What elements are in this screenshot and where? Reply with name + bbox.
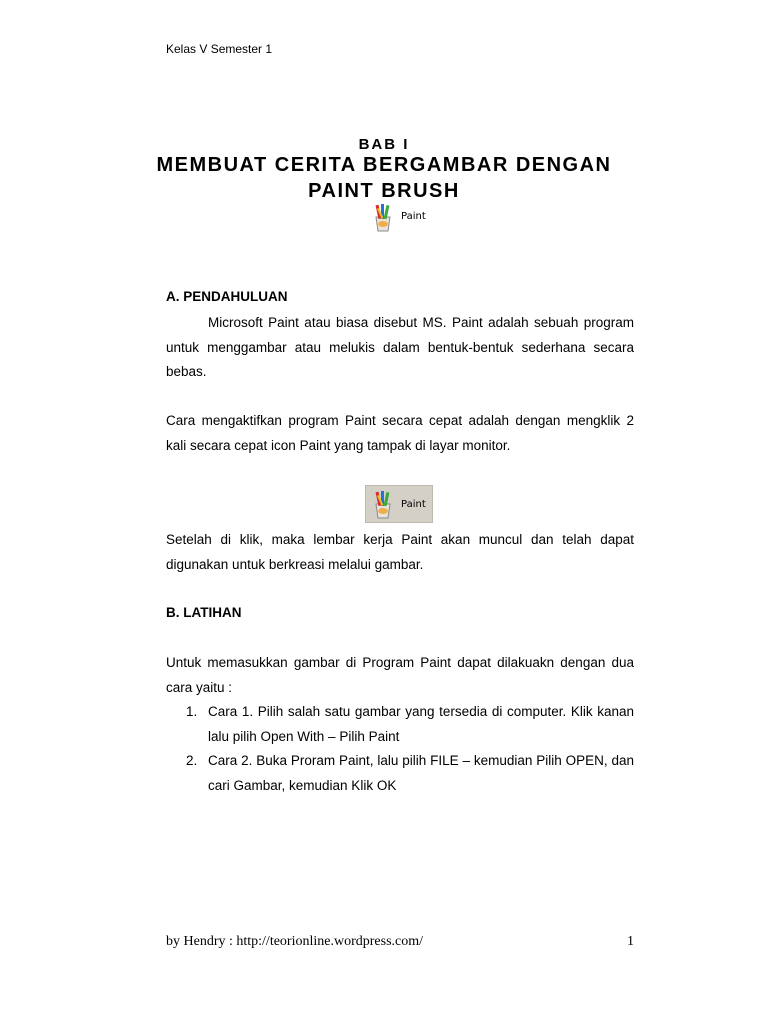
steps-list bbox=[166, 700, 634, 798]
paint-button-label: Paint bbox=[401, 499, 426, 510]
list-item bbox=[166, 700, 634, 749]
list-item-number: 2. bbox=[186, 753, 198, 768]
list-item-text: Cara 1. Pilih salah satu gambar yang tersedia di computer. Klik kanan lalu pilih Open With – Pilih Paint bbox=[208, 704, 634, 744]
section-b-heading: B. LATIHAN bbox=[166, 605, 242, 620]
chapter-title-line-1: MEMBUAT CERITA BERGAMBAR DENGAN bbox=[156, 154, 612, 176]
paint-brush-icon bbox=[370, 203, 396, 233]
chapter-title bbox=[0, 152, 768, 204]
list-item-number: 1. bbox=[186, 704, 198, 719]
footer-page-number: 1 bbox=[627, 934, 634, 949]
paint-launch-button[interactable] bbox=[365, 485, 433, 523]
section-a-heading: A. PENDAHULUAN bbox=[166, 289, 288, 304]
section-a-paragraph-2: Cara mengaktifkan program Paint secara cepat adalah dengan mengklik 2 kali secara cepat icon Paint yang tampak di layar monitor. bbox=[166, 413, 634, 453]
section-b-intro: Untuk memasukkan gambar di Program Paint dapat dilakuakn dengan dua cara yaitu : bbox=[166, 655, 634, 695]
list-item-text: Cara 2. Buka Proram Paint, lalu pilih FILE – kemudian Pilih OPEN, dan cari Gambar, kemudian Klik OK bbox=[208, 753, 634, 793]
section-a-paragraph-1: Microsoft Paint atau biasa disebut MS. Paint adalah sebuah program untuk menggambar atau melukis dalam bentuk-bentuk sederhana secara bebas. bbox=[166, 315, 634, 379]
footer-author: by Hendry : http://teorionline.wordpress.com/ bbox=[166, 934, 424, 949]
page-header: Kelas V Semester 1 bbox=[166, 42, 273, 56]
section-a-paragraph-3: Setelah di klik, maka lembar kerja Paint akan muncul dan telah dapat digunakan untuk berkreasi melalui gambar. bbox=[166, 532, 634, 572]
chapter-label: BAB I bbox=[358, 136, 410, 153]
chapter-title-line-2: PAINT BRUSH bbox=[308, 180, 460, 202]
paint-program-icon bbox=[370, 490, 396, 520]
paint-icon-label: Paint bbox=[401, 211, 426, 222]
list-item bbox=[166, 749, 634, 798]
